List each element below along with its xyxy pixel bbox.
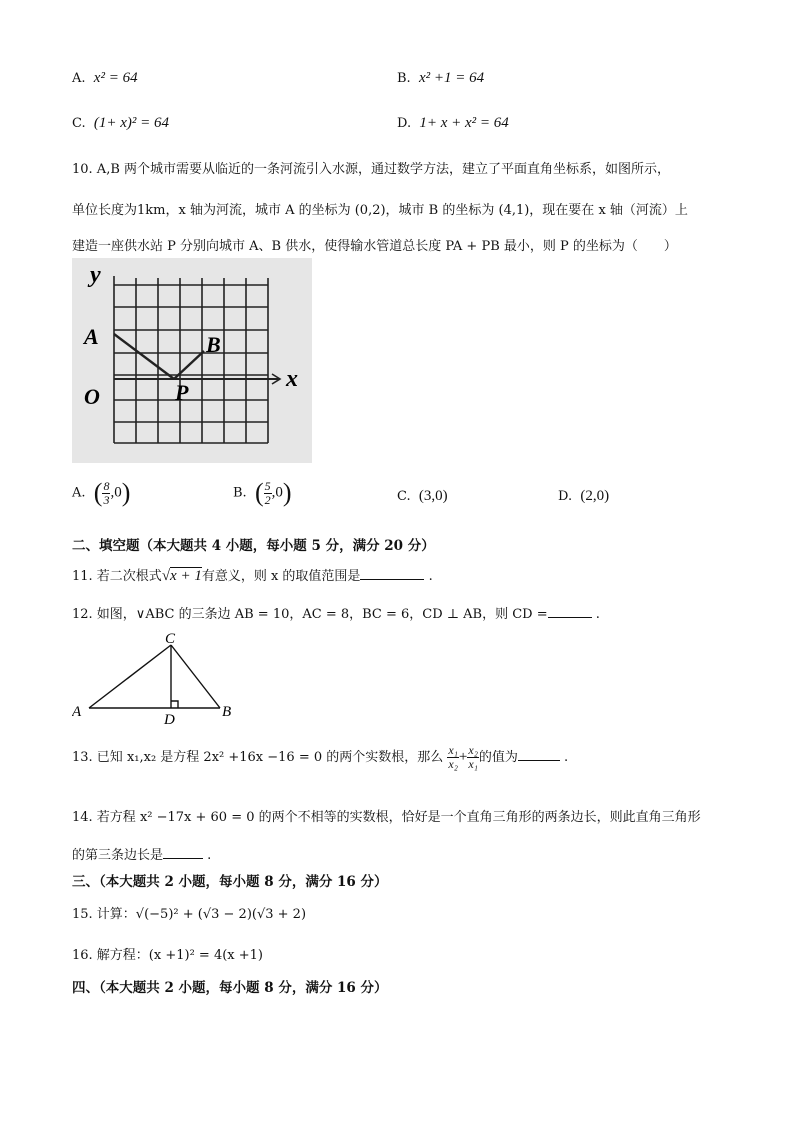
q15: 15. 计算：√(−5)² + (√3 − 2)(√3 + 2) [72, 907, 307, 922]
q14-line-1: 14. 若方程 x² −17x + 60 = 0 的两个不相等的实数根，恰好是一个直角三角形的两条边长，则此直角三角形 [72, 810, 701, 825]
q13: 13. 已知 x₁,x₂ 是方程 2x² +16x −16 = 0 的两个实数根，那么 $\frac{\text{x₁}}{\text{x₂}}$ + $\frac{\text{x₂}}{\text{x₁}}$ 的值为 . [72, 743, 569, 771]
q9-option-d: D. 1+ x + x² = 64 [397, 115, 509, 131]
section-2-title: 二、填空题（本大题共 4 小题，每小题 5 分，满分 20 分） [72, 538, 435, 554]
q12: 12. 如图，∨ABC 的三条边 AB = 10，AC = 8，BC = 6，CD ⊥ AB，则 CD = . [72, 607, 600, 622]
q14-line-2: 的第三条边长是 . [72, 848, 212, 863]
q9-option-b: B. x² +1 = 64 [397, 70, 485, 86]
q10-option-c: C. (3,0) [397, 488, 448, 504]
q10-coordinate-figure [72, 258, 312, 463]
section-3-title: 三、（本大题共 2 小题，每小题 8 分，满分 16 分） [72, 874, 388, 890]
point-a-label: A [84, 324, 99, 349]
vertex-a-label: A [72, 704, 82, 720]
q11: 11. 若二次根式√x + 1有意义，则 x 的取值范围是 . [72, 568, 433, 584]
y-axis-label: y [90, 262, 101, 288]
q10-option-d: D. (2,0) [558, 488, 610, 504]
q16: 16. 解方程：(x +1)² = 4(x +1) [72, 948, 263, 963]
point-p-label: P [175, 380, 189, 405]
section-4-title: 四、（本大题共 2 小题，每小题 8 分，满分 16 分） [72, 980, 388, 996]
origin-label: O [84, 384, 100, 409]
q10-option-b: B. ( $\frac{5}{2}$ ,0) [233, 478, 292, 507]
foot-d-label: D [164, 712, 175, 728]
q10-option-a: A. ( $\frac{8}{3}$ ,0) [72, 478, 131, 507]
q10-line-2: 单位长度为1km，x 轴为河流，城市 A 的坐标为 (0,2)，城市 B 的坐标为 (4,1)，现在要在 x 轴（河流）上 [72, 203, 688, 218]
vertex-b-label: B [222, 704, 232, 720]
point-b-label: B [206, 332, 221, 357]
q10-line-3: 建造一座供水站 P 分别向城市 A、B 供水，使得输水管道总长度 PA + PB 最小，则 P 的坐标为（ ） [72, 239, 677, 254]
x-axis-label: x [286, 366, 298, 392]
q9-option-a: A. x² = 64 [72, 70, 138, 86]
vertex-c-label: C [165, 631, 176, 647]
q12-triangle-figure [72, 628, 242, 728]
q9-option-c: C. (1+ x)² = 64 [72, 115, 170, 131]
q10-line-1: 10. A,B 两个城市需要从临近的一条河流引入水源，通过数学方法，建立了平面直角坐标系，如图所示， [72, 162, 671, 177]
